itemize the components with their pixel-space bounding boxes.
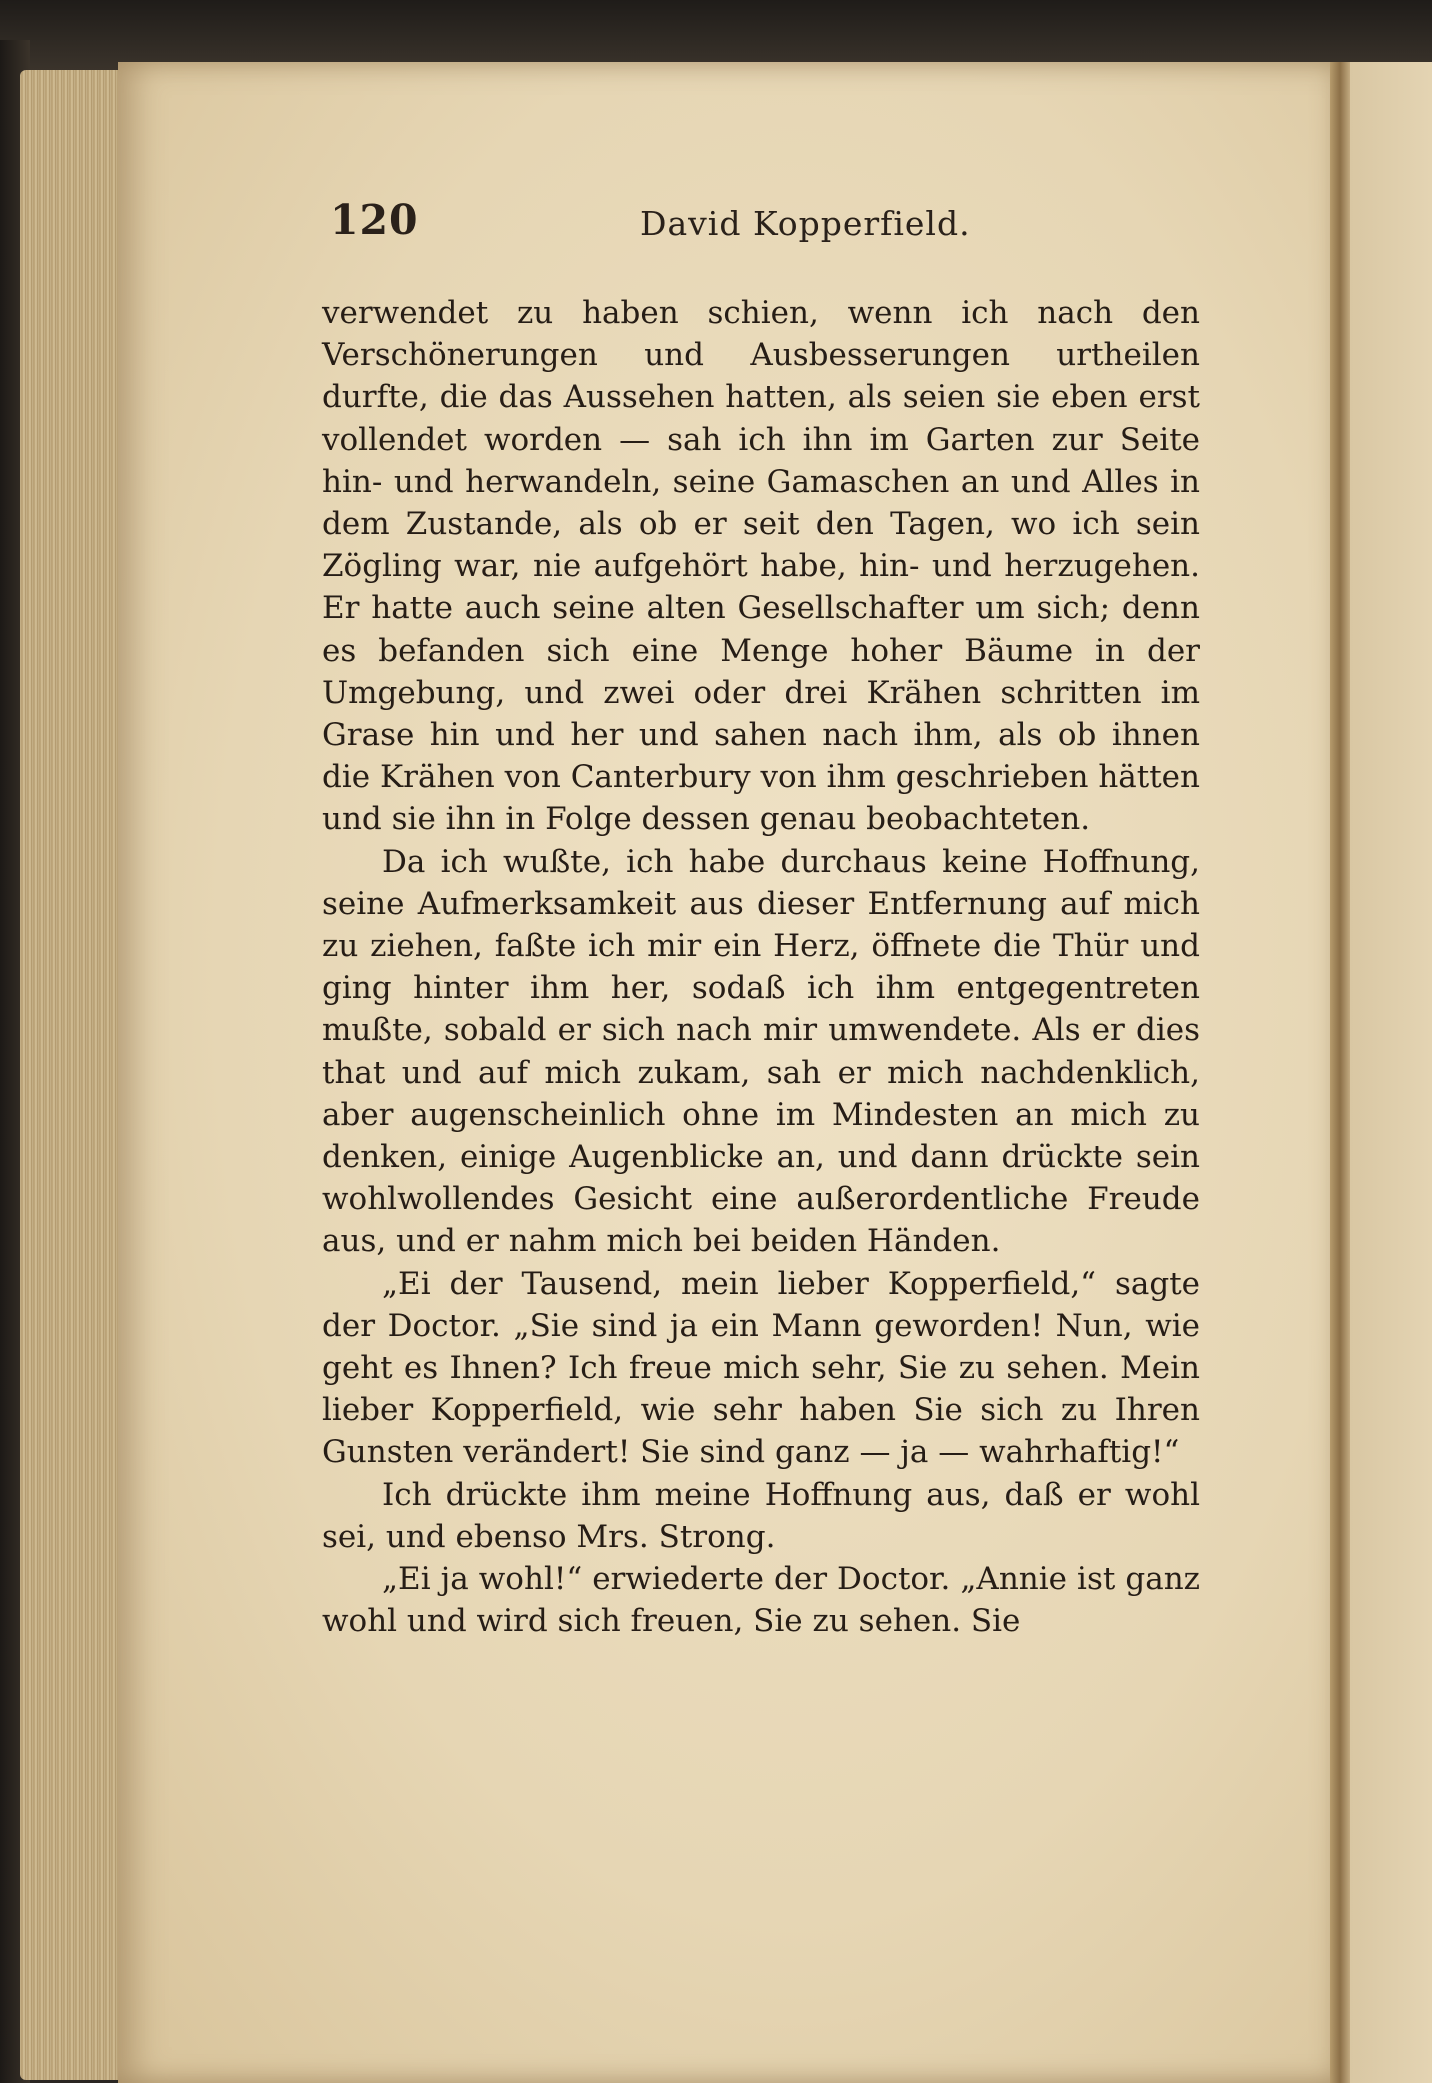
paragraph-1: verwendet zu haben schien, wenn ich nach den Verschönerungen und Ausbesserungen urtheilen durfte, die das Aussehen hatten, als seien sie eben erst vollendet worden — sah ich ihn im Garten zur Seite hin- und herwandeln, seine Gamaschen an und Alles in dem Zustande, als ob er seit den Tagen, wo ich sein Zögling war, nie aufgehört habe, hin- und herzugehen. Er hatte auch seine alten Gesellschafter um sich; denn es befanden sich eine Menge hoher Bäume in der Umgebung, und zwei oder drei Krähen schritten im Grase hin und her und sahen nach ihm, als ob ihnen die Krähen von Canterbury von ihm geschrieben hätten und sie ihn in Folge dessen genau beobachteten. bbox=[322, 295, 1200, 838]
paragraph-4: Ich drückte ihm meine Hoffnung aus, daß er wohl sei, und ebenso Mrs. Strong. bbox=[322, 1476, 1200, 1555]
page-number: 120 bbox=[330, 196, 419, 244]
page-header bbox=[330, 196, 1210, 256]
facing-page-edge bbox=[1350, 62, 1432, 2083]
paragraph-5: „Ei ja wohl!“ erwiederte der Doctor. „Annie ist ganz wohl und wird sich freuen, Sie zu sehen. Sie bbox=[322, 1561, 1200, 1640]
paragraph-2: Da ich wußte, ich habe durchaus keine Hoffnung, seine Aufmerksamkeit aus dieser Entfernung auf mich zu ziehen, faßte ich mir ein Herz, öffnete die Thür und ging hinter ihm her, sodaß ich ihm entgegentreten mußte, sobald er sich nach mir umwendete. Als er dies that und auf mich zukam, sah er mich nachdenklich, aber augenscheinlich ohne im Mindesten an mich zu denken, einige Augenblicke an, und dann drückte sein wohlwollendes Gesicht eine außerordentliche Freude aus, und er nahm mich bei beiden Händen. bbox=[322, 843, 1200, 1260]
book-gutter bbox=[1330, 62, 1350, 2083]
body-text bbox=[322, 292, 1200, 1643]
book-cover-top bbox=[0, 0, 1432, 70]
running-head: David Kopperfield. bbox=[640, 204, 971, 243]
paragraph-3: „Ei der Tausend, mein lieber Kopperfield,“ sagte der Doctor. „Sie sind ja ein Mann geworden! Nun, wie geht es Ihnen? Ich freue mich sehr, Sie zu sehen. Mein lieber Kopperfield, wie sehr haben Sie sich zu Ihren Gunsten verändert! Sie sind ganz — ja — wahrhaftig!“ bbox=[322, 1265, 1200, 1471]
